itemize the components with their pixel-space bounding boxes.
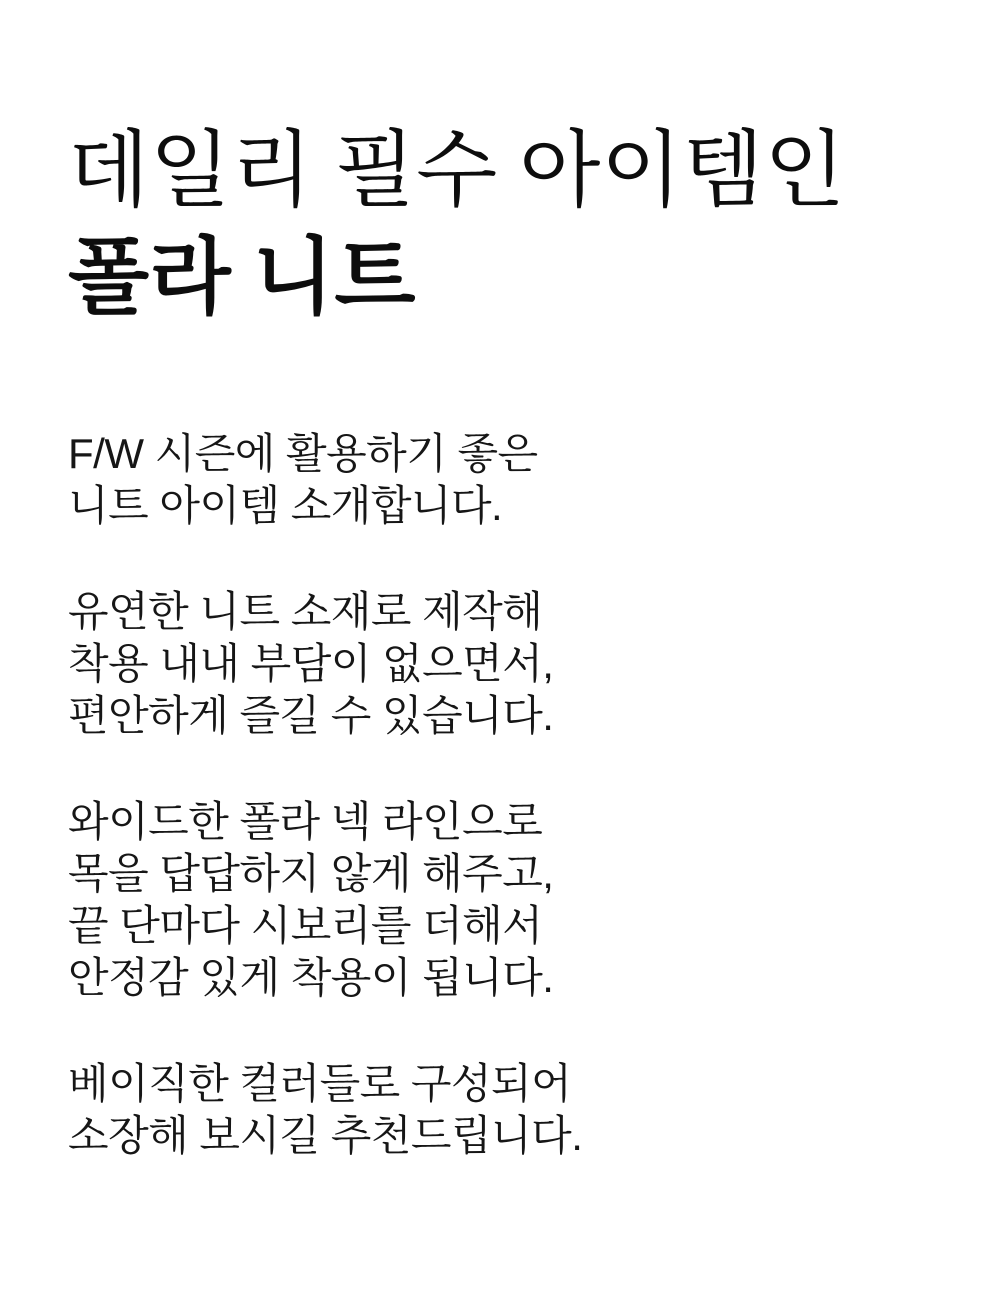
- text-line: 목을 답답하지 않게 해주고,: [68, 850, 554, 897]
- text-line: 착용 내내 부담이 없으면서,: [68, 640, 554, 687]
- page-title: [68, 118, 960, 332]
- text-line: 베이직한 컬러들로 구성되어: [68, 1060, 572, 1107]
- paragraph-colors: [68, 1058, 960, 1162]
- paragraph-material: [68, 586, 960, 742]
- headline-line-2: 폴라 니트: [68, 232, 417, 325]
- text-line: 와이드한 폴라 넥 라인으로: [68, 798, 543, 845]
- text-line: 유연한 니트 소재로 제작해: [68, 588, 543, 635]
- paragraph-neckline: [68, 796, 960, 1004]
- text-line: 안정감 있게 착용이 됩니다.: [68, 954, 554, 1001]
- paragraph-intro: [68, 428, 960, 532]
- text-line: 편안하게 즐길 수 있습니다.: [68, 692, 554, 739]
- description-text: [68, 428, 960, 1162]
- text-line: F/W 시즌에 활용하기 좋은: [68, 430, 538, 477]
- text-line: 니트 아이템 소개합니다.: [68, 482, 503, 529]
- text-line: 끝 단마다 시보리를 더해서: [68, 902, 543, 949]
- headline-line-1: 데일리 필수 아이템인: [68, 125, 846, 218]
- text-line: 소장해 보시길 추천드립니다.: [68, 1112, 583, 1159]
